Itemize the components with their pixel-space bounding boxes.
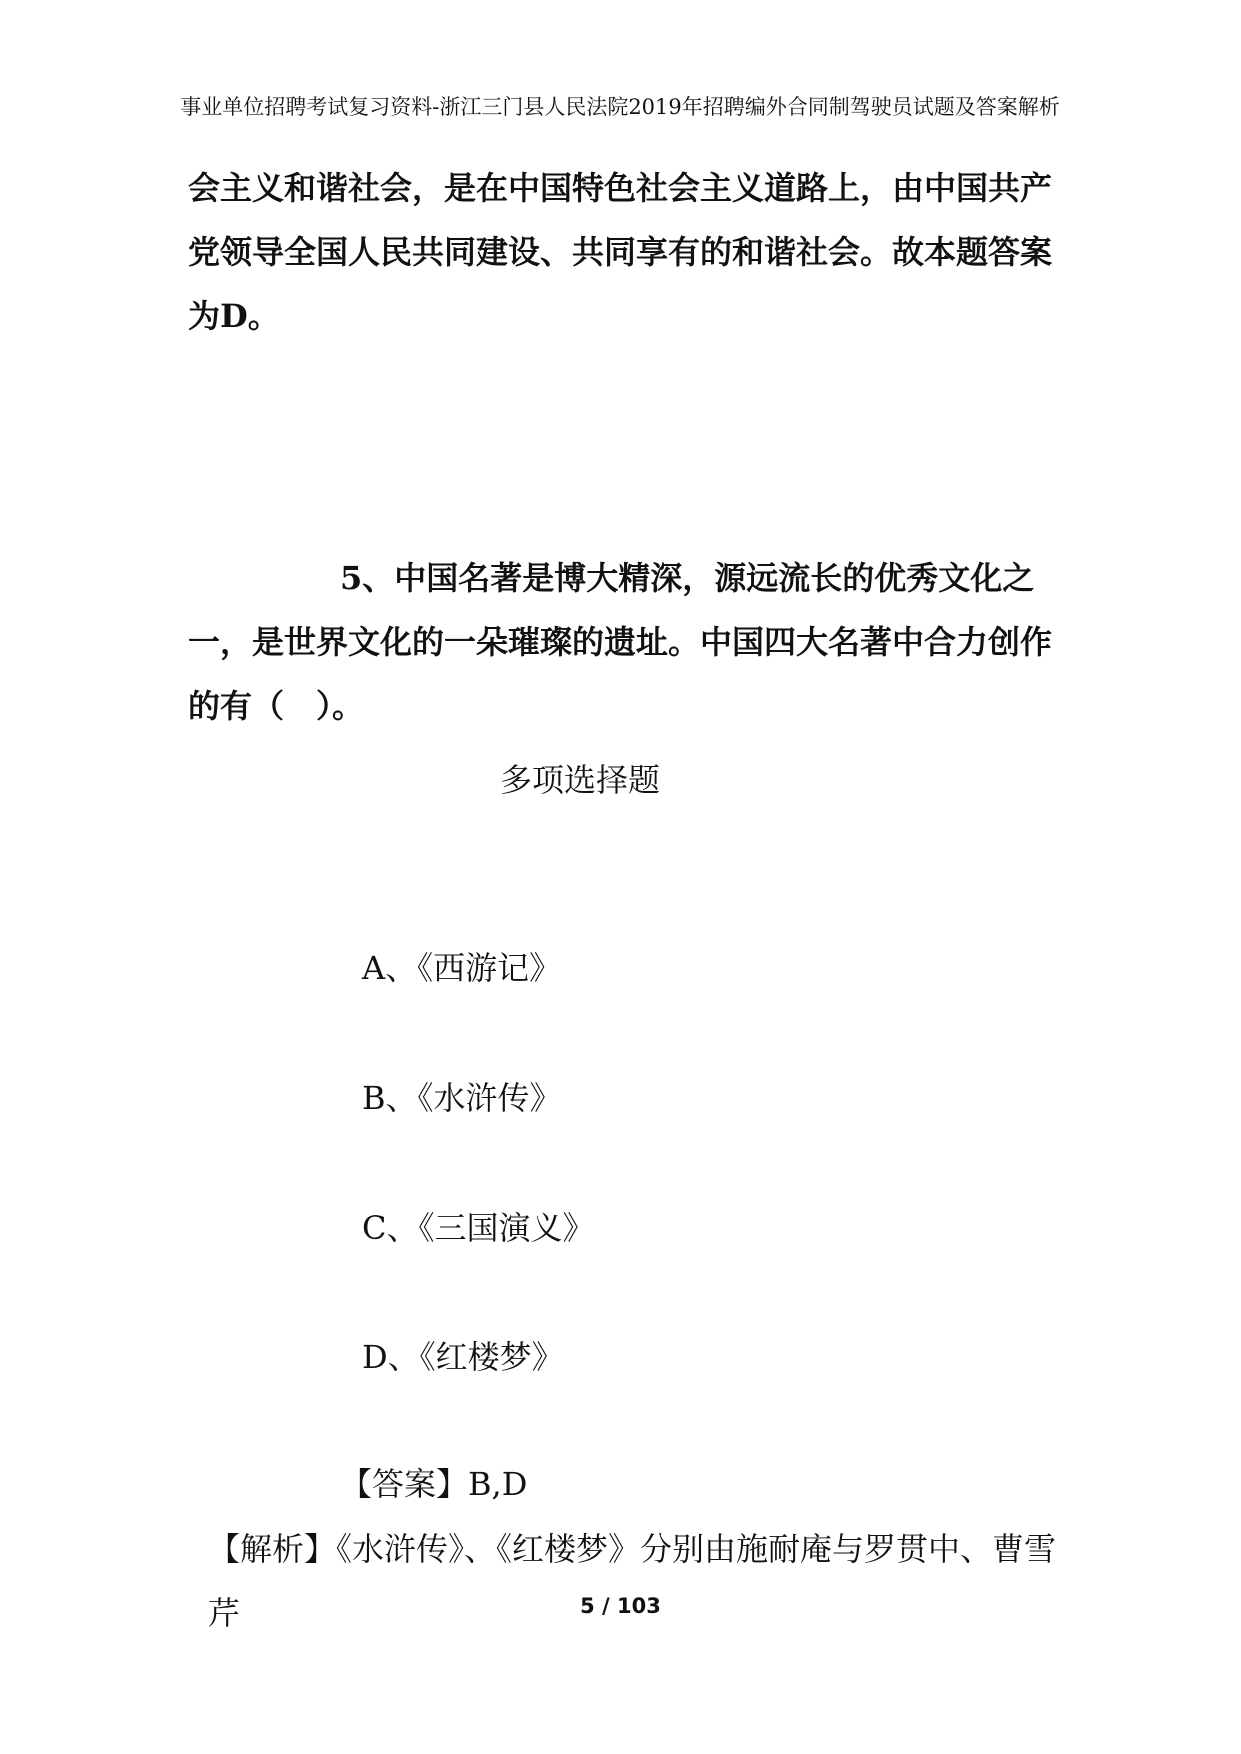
analysis-line: 【解析】《水浒传》、《红楼梦》分别由施耐庵与罗贯中、曹雪芹 xyxy=(208,1530,1057,1632)
page-number: 5 / 103 xyxy=(580,1594,661,1618)
document-header xyxy=(180,92,1060,122)
question-type-label: 多项选择题 xyxy=(499,761,660,799)
option-b: B、《水浒传》 xyxy=(362,1079,562,1117)
previous-answer-explanation: 会主义和谐社会，是在中国特色社会主义道路上，由中国共产党领导全国人民共同建设、共同享有的和谐社会。故本题答案为D。 xyxy=(188,169,1053,335)
option-c: C、《三国演义》 xyxy=(362,1209,595,1247)
answer-line: 【答案】B,D xyxy=(340,1465,528,1503)
option-a: A、《西游记》 xyxy=(362,949,562,987)
question-text: 5、中国名著是博大精深，源远流长的优秀文化之一，是世界文化的一朵璀璨的遗址。中国四大名著中合力创作的有（ ）。 xyxy=(188,559,1053,725)
header-title: 事业单位招聘考试复习资料-浙江三门县人民法院2019年招聘编外合同制驾驶员试题及答案解析 xyxy=(180,95,1060,119)
option-d: D、《红楼梦》 xyxy=(362,1338,564,1376)
